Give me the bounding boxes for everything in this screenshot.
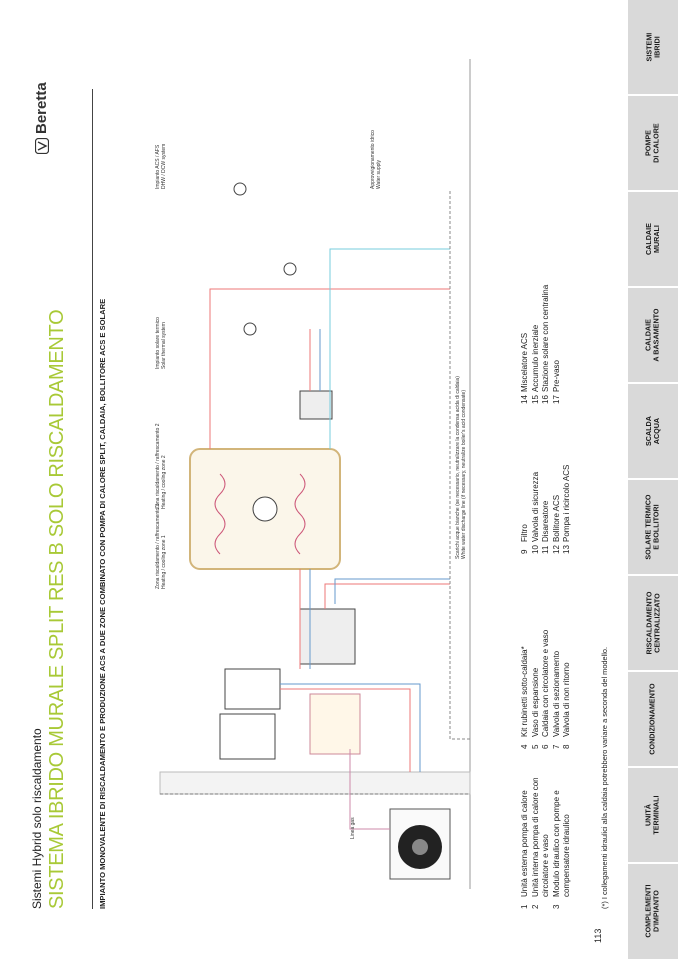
title-divider <box>92 89 93 909</box>
label-zone-2: Zona riscaldamento / raffrescamento 2 Heating / cooling zone 2 <box>155 423 167 509</box>
tab-caldaie-murali[interactable] <box>628 192 678 288</box>
tab-label: POMPE DI CALORE <box>643 123 661 163</box>
label-zone-1: Zona riscaldamento / raffrescamento 1 Heating / cooling zone 1 <box>155 503 167 589</box>
legend-item: 8 Valvola di non ritorno <box>562 662 571 749</box>
legend-item: 17 Pre-vaso <box>551 359 561 404</box>
tab-condizionamento[interactable] <box>628 672 678 768</box>
tab-label: CONDIZIONAMENTO <box>647 683 657 755</box>
outdoor-fan-hub <box>412 839 428 855</box>
tab-label: CALDAIE MURALI <box>643 223 661 255</box>
legend-item: 5 Vaso di espansione <box>530 667 540 749</box>
solar-station <box>300 391 332 419</box>
legend-item: 10 Valvola di sicurezza <box>530 471 540 554</box>
legend-item: 12 Bollitore ACS <box>551 494 561 554</box>
tab-label: RISCALDAMENTO CENTRALIZZATO <box>643 591 661 655</box>
brand-name: Beretta <box>33 82 50 134</box>
label-water-supply: Approvvigionamento idrico Water supply <box>370 130 382 189</box>
legend-item: 16 Stazione solare con centralina <box>541 284 550 404</box>
legend-item: 2 Unità interna pompa di calore con circolatore e vaso <box>530 777 550 909</box>
footnote: (*) I collegamenti idraulici alla caldaia potrebbero variare a seconda del modello. <box>600 646 609 909</box>
page-number: 113 <box>593 928 603 943</box>
pipe-zone-return <box>335 579 450 604</box>
hydraulic-module <box>300 609 355 664</box>
label-dhw: Impianto ACS / AFS DHW / DCW system <box>155 143 167 189</box>
tab-pompe-di-calore[interactable] <box>628 96 678 192</box>
label-linea-gas: Linea gas <box>350 817 356 839</box>
dhw-flange <box>253 497 277 521</box>
legend-item: 15 Accumulo inerziale <box>530 324 540 404</box>
system-description: IMPIANTO MONOVALENTE DI RISCALDAMENTO E PRODUZIONE ACS A DUE ZONE COMBINATO CON POMPA DI CALORE SPLIT, CALDAIA, BOLLITORE ACS E SOLARE <box>98 298 107 909</box>
boiler-unit <box>225 669 280 709</box>
legend-item: 13 Pompa i ricircolo ACS <box>562 464 571 554</box>
expansion-vessel <box>234 183 246 195</box>
pipe-cold-water <box>330 249 450 449</box>
legend-item: 7 Valvola di sezionamento <box>551 650 561 749</box>
tab-scalda-acqua[interactable] <box>628 384 678 480</box>
tab-label: CALDAIE A BASAMENTO <box>643 308 662 362</box>
legend-item: 4 Kit rubinetti sotto-caldaia* <box>520 646 529 749</box>
tab-label: SISTEMI IBRIDI <box>643 32 661 62</box>
legend-item: 1 Unità esterna pompa di calore <box>520 790 529 909</box>
tab-unita-terminali[interactable] <box>628 768 678 864</box>
diagram-svg <box>150 59 490 889</box>
legend-column-1 <box>520 777 573 909</box>
recirc-pump <box>284 263 296 275</box>
legend-item: 11 Disareatore <box>541 500 550 554</box>
heat-pump-indoor-unit <box>220 714 275 759</box>
page-subtitle: Sistemi Hybrid solo riscaldamento <box>30 728 44 909</box>
tab-label: COMPLEMENTI D'IMPIANTO <box>643 884 662 939</box>
legend-item: 9 Filtro <box>520 524 529 554</box>
legend-column-4 <box>520 285 562 404</box>
pipe-zone-flow <box>325 584 450 609</box>
hydraulic-diagram <box>150 59 490 889</box>
label-solar: Impianto solare termico Solar thermal system <box>155 317 167 369</box>
brand-logo <box>33 82 50 154</box>
tab-solare-termico[interactable] <box>628 480 678 576</box>
tab-label: SCALDA ACQUA <box>643 416 661 446</box>
label-discharge: Scarichi acque bianche (se necessario, neutralizzare la condensa acida di caldaia) White water discharge line (if necessary, neutralize boiler's acid condensate) <box>455 376 467 559</box>
tab-riscaldamento-centralizzato[interactable] <box>628 576 678 672</box>
mixer-valve <box>244 323 256 335</box>
section-sidebar <box>628 0 678 959</box>
legend-column-3 <box>520 465 573 554</box>
tab-sistemi-ibridi[interactable] <box>628 0 678 96</box>
beretta-logo-icon <box>35 138 49 154</box>
legend-item: 14 Miscelatore ACS <box>520 332 529 404</box>
brick-wall <box>160 772 470 794</box>
tab-label: SOLARE TERMICO E BOLLITORI <box>643 494 661 560</box>
tab-complementi[interactable] <box>628 864 678 959</box>
page-title: SISTEMA IBRIDO MURALE SPLIT RES B SOLO RISCALDAMENTO <box>46 309 68 909</box>
legend-item: 6 Caldaia con circolatore e vaso <box>541 629 550 749</box>
legend-item: 3 Modulo idraulico con pompe e compensatore idraulico <box>551 790 571 909</box>
tab-caldaie-a-basamento[interactable] <box>628 288 678 384</box>
tab-label: UNITÀ TERMINALI <box>643 795 661 835</box>
legend-column-2 <box>520 630 573 749</box>
inertial-tank <box>310 694 360 754</box>
